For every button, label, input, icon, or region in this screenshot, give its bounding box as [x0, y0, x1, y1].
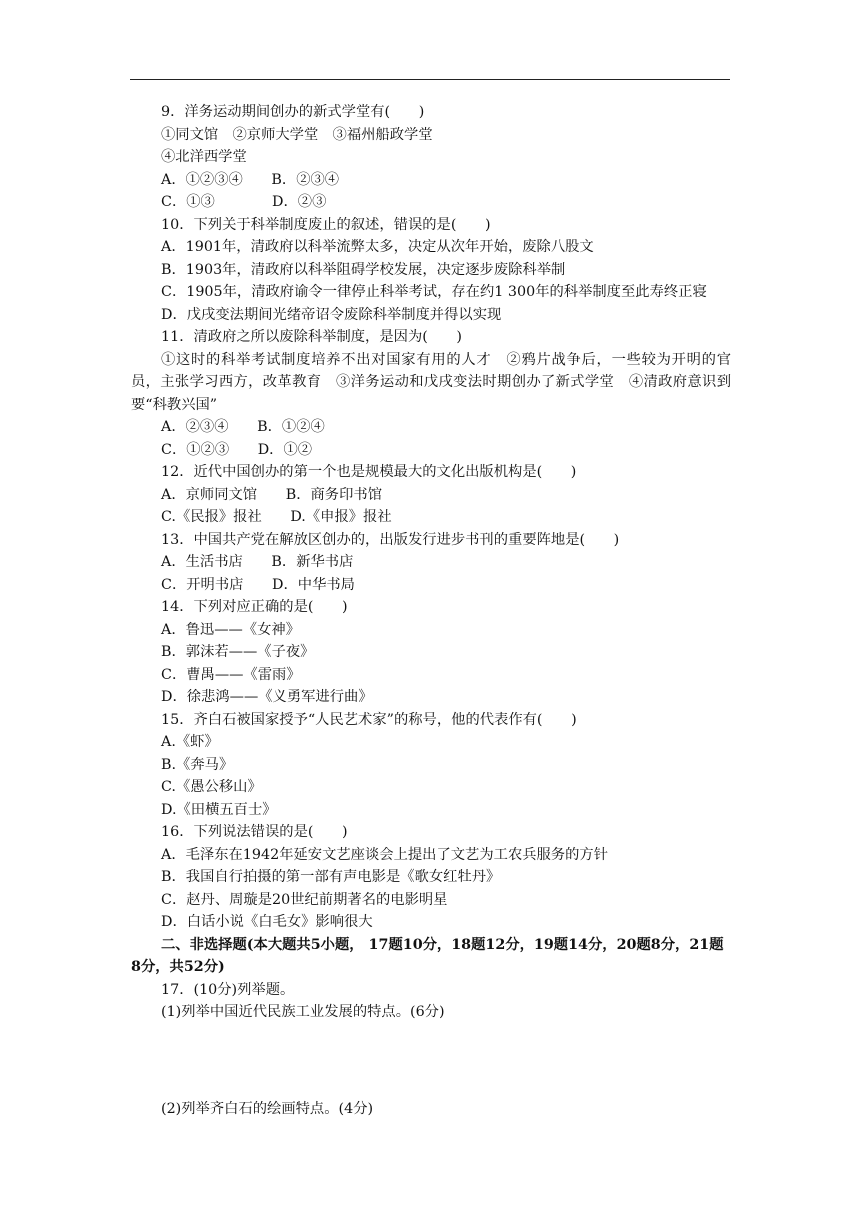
answer-option: D．戊戌变法期间光绪帝诏令废除科举制度并得以实现 — [161, 306, 502, 323]
answer-option: A.《虾》 — [161, 734, 219, 750]
question-stem: 13．中国共产党在解放区创办的，出版发行进步书刊的重要阵地是( ) — [161, 531, 620, 548]
answer-option: B．我国自行拍摄的第一部有声电影是《歌女红牡丹》 — [161, 869, 501, 885]
answer-space — [131, 1061, 731, 1098]
question-item-line: ④北洋西学堂 — [161, 149, 247, 165]
sub-question: (2)列举齐白石的绘画特点。(4分) — [161, 1100, 374, 1117]
answer-option: A．鲁迅——《女神》 — [161, 621, 300, 638]
question-item-line: ①同文馆 ②京师大学堂 ③福州船政学堂 — [161, 126, 433, 143]
question-paragraph: ①这时的科举考试制度培养不出对国家有用的人才 ②鸦片战争后，一些较为开明的官员，主张学习西方，改革教育 ③洋务运动和戊戌变法时期创办了新式学堂 ④清政府意识到要“科教兴国” — [131, 351, 731, 413]
header-rule — [130, 79, 730, 80]
answer-options: C．①②③ D．①② — [161, 441, 313, 458]
answer-options: A．①②③④ B．②③④ — [161, 171, 340, 188]
answer-option: D．白话小说《白毛女》影响很大 — [161, 914, 373, 930]
answer-option: B.《奔马》 — [161, 756, 234, 773]
answer-option: A．毛泽东在1942年延安文艺座谈会上提出了文艺为工农兵服务的方针 — [161, 846, 609, 863]
answer-options: A．生活书店 B．新华书店 — [161, 554, 354, 570]
answer-option: D.《田横五百士》 — [161, 801, 277, 818]
answer-option: B．1903年，清政府以科举阻碍学校发展，决定逐步废除科举制 — [161, 261, 566, 278]
answer-option: C．赵丹、周璇是20世纪前期著名的电影明星 — [161, 891, 448, 908]
answer-options: C．开明书店 D．中华书局 — [161, 576, 355, 593]
answer-option: A．1901年，清政府以科举流弊太多，决定从次年开始，废除八股文 — [161, 239, 594, 255]
answer-option: D．徐悲鸿——《义勇军进行曲》 — [161, 689, 373, 705]
question-list — [131, 101, 731, 1120]
answer-option: B．郭沫若——《子夜》 — [161, 644, 315, 660]
section-heading: 二、非选择题(本大题共5小题， 17题10分，18题12分，19题14分，20题8分，21题8分，共52分) — [131, 936, 724, 975]
question-stem: 14．下列对应正确的是( ) — [161, 599, 348, 615]
answer-options: C．①③ D．②③ — [161, 194, 327, 210]
question-stem: 9．洋务运动期间创办的新式学堂有( ) — [161, 104, 425, 120]
question-stem: 11．清政府之所以废除科举制度，是因为( ) — [161, 329, 462, 345]
sub-question: (1)列举中国近代民族工业发展的特点。(6分) — [161, 1004, 445, 1020]
question-stem: 12．近代中国创办的第一个也是规模最大的文化出版机构是( ) — [161, 464, 577, 480]
question-stem: 15．齐白石被国家授予“人民艺术家”的称号，他的代表作有( ) — [161, 711, 577, 728]
answer-options: C.《民报》报社 D.《申报》报社 — [161, 509, 392, 525]
answer-space — [131, 1024, 731, 1061]
answer-options: A．②③④ B．①②④ — [161, 419, 325, 435]
question-stem: 10．下列关于科举制度废止的叙述，错误的是( ) — [161, 216, 491, 233]
answer-option: C．曹禺——《雷雨》 — [161, 666, 301, 683]
question-stem: 16．下列说法错误的是( ) — [161, 824, 348, 840]
answer-options: A．京师同文馆 B．商务印书馆 — [161, 486, 382, 503]
answer-option: C.《愚公移山》 — [161, 779, 262, 795]
answer-option: C．1905年，清政府谕令一律停止科举考试，存在约1 300年的科举制度至此寿终正寝 — [161, 284, 707, 300]
question-stem: 17．(10分)列举题。 — [161, 981, 295, 998]
